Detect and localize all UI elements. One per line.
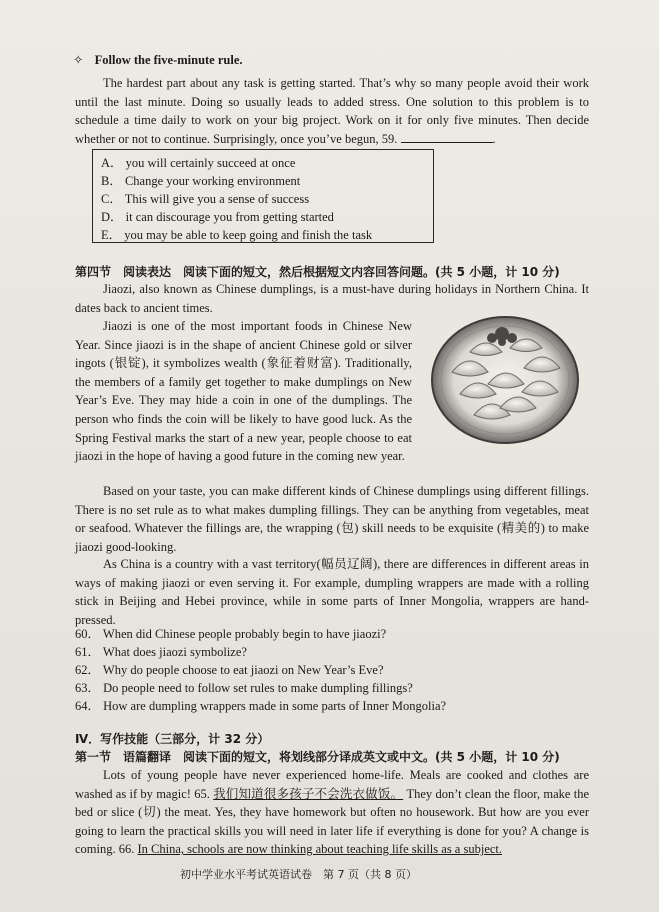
diamond-bullet-icon: ✧: [73, 53, 84, 67]
translation-start: Lots of young people have never experienced home-life. Meals are cooked and clothes are washed as if by magic! 65.: [75, 768, 589, 801]
question-61: 61． What does jiaozi symbolize?: [75, 645, 247, 659]
translation-paragraph: [75, 766, 589, 859]
option-d: D． it can discourage you from getting started: [101, 210, 334, 224]
section-iv-title: Ⅳ．写作技能（三部分，计 32 分）: [75, 732, 270, 746]
question-62: 62． Why do people choose to eat jiaozi on New Year’s Eve?: [75, 663, 384, 677]
rule-paragraph-text: The hardest part about any task is getting started. That’s why so many people avoid their work until the last minute. Doing so usually leads to added stress. One solution to this problem is to schedule a time daily to work on your big project. Work on it for only five minutes. Then decide whether or not to continue. Surprisingly, once you’ve begun, 59.: [75, 76, 589, 146]
rule-paragraph: [75, 74, 589, 148]
jiaozi-paragraph-3: Based on your taste, you can make different kinds of Chinese dumplings using different fillings. There is no set rule as to what makes dumpling fillings. They can be anything from vegetables, meat or seafood. Whatever the fillings are, the wrapping (包) skill needs to be exquisite (精美的) to make jiaozi good-looking.: [75, 484, 589, 554]
section4-heading: 第四节 阅读表达 阅读下面的短文，然后根据短文内容回答问题。(共 5 小题，计 10 分): [75, 265, 560, 279]
underlined-sentence-66: In China, schools are now thinking about teaching life skills as a subject.: [137, 842, 503, 857]
underlined-sentence-65: 我们知道很多孩子不会洗衣做饭。: [213, 786, 404, 801]
option-a: A． you will certainly succeed at once: [101, 156, 296, 170]
options-box: [92, 149, 434, 243]
answer-blank-59[interactable]: [401, 130, 493, 143]
option-c: C． This will give you a sense of success: [101, 192, 310, 206]
question-60: 60． When did Chinese people probably begin to have jiaozi?: [75, 627, 387, 641]
dumpling-plate-image: [430, 312, 580, 447]
translation-middle: They don’t clean the floor, make the bed or slice (切) the meat. Yes, they have homework but often no housework. But how are you ever going to learn the practical skills you will need in later life if everything is done for you? A change is coming. 66.: [75, 786, 589, 857]
option-b: B． Change your working environment: [101, 174, 301, 188]
page-footer: 初中学业水平考试英语试卷 第 7 页（共 8 页）: [180, 868, 417, 881]
rule-title: Follow the five-minute rule.: [94, 53, 243, 67]
question-64: 64． How are dumpling wrappers made in some parts of Inner Mongolia?: [75, 699, 447, 713]
question-63: 63． Do people need to follow set rules to make dumpling fillings?: [75, 681, 413, 695]
jiaozi-paragraph-1: Jiaozi, also known as Chinese dumplings, is a must-have during holidays in Northern China. It dates back to ancient times.: [75, 282, 589, 315]
rule-heading: [73, 52, 243, 68]
section-iv-subheading: 第一节 语篇翻译 阅读下面的短文，将划线部分译成英文或中文。(共 5 小题，计 10 分): [75, 750, 560, 764]
option-e: E． you may be able to keep going and finish the task: [101, 228, 373, 242]
jiaozi-paragraph-4: As China is a country with a vast territory(幅员辽阔), there are differences in different areas in ways of making jiaozi or even serving it. For example, dumpling wrappers are made with a rolling stick in Beijing and Hebei province, while in some parts of Inner Mongolia, wrappers are hand-pressed.: [75, 557, 589, 627]
rule-end: .: [492, 131, 496, 146]
jiaozi-paragraph-2: Jiaozi is one of the most important foods in Chinese New Year. Since jiaozi is in the shape of ancient Chinese gold or silver ingots (银锭), it symbolizes wealth (象征着财富). Traditionally, the members of a family get together to make dumplings on New Year’s Eve. They may hide a coin in one of the dumplings. The person who finds the coin will be likely to have good luck. As the Spring Festival marks the start of a new year, people choose to eat jiaozi in the hope of having a good future in the coming new year.: [75, 319, 412, 464]
